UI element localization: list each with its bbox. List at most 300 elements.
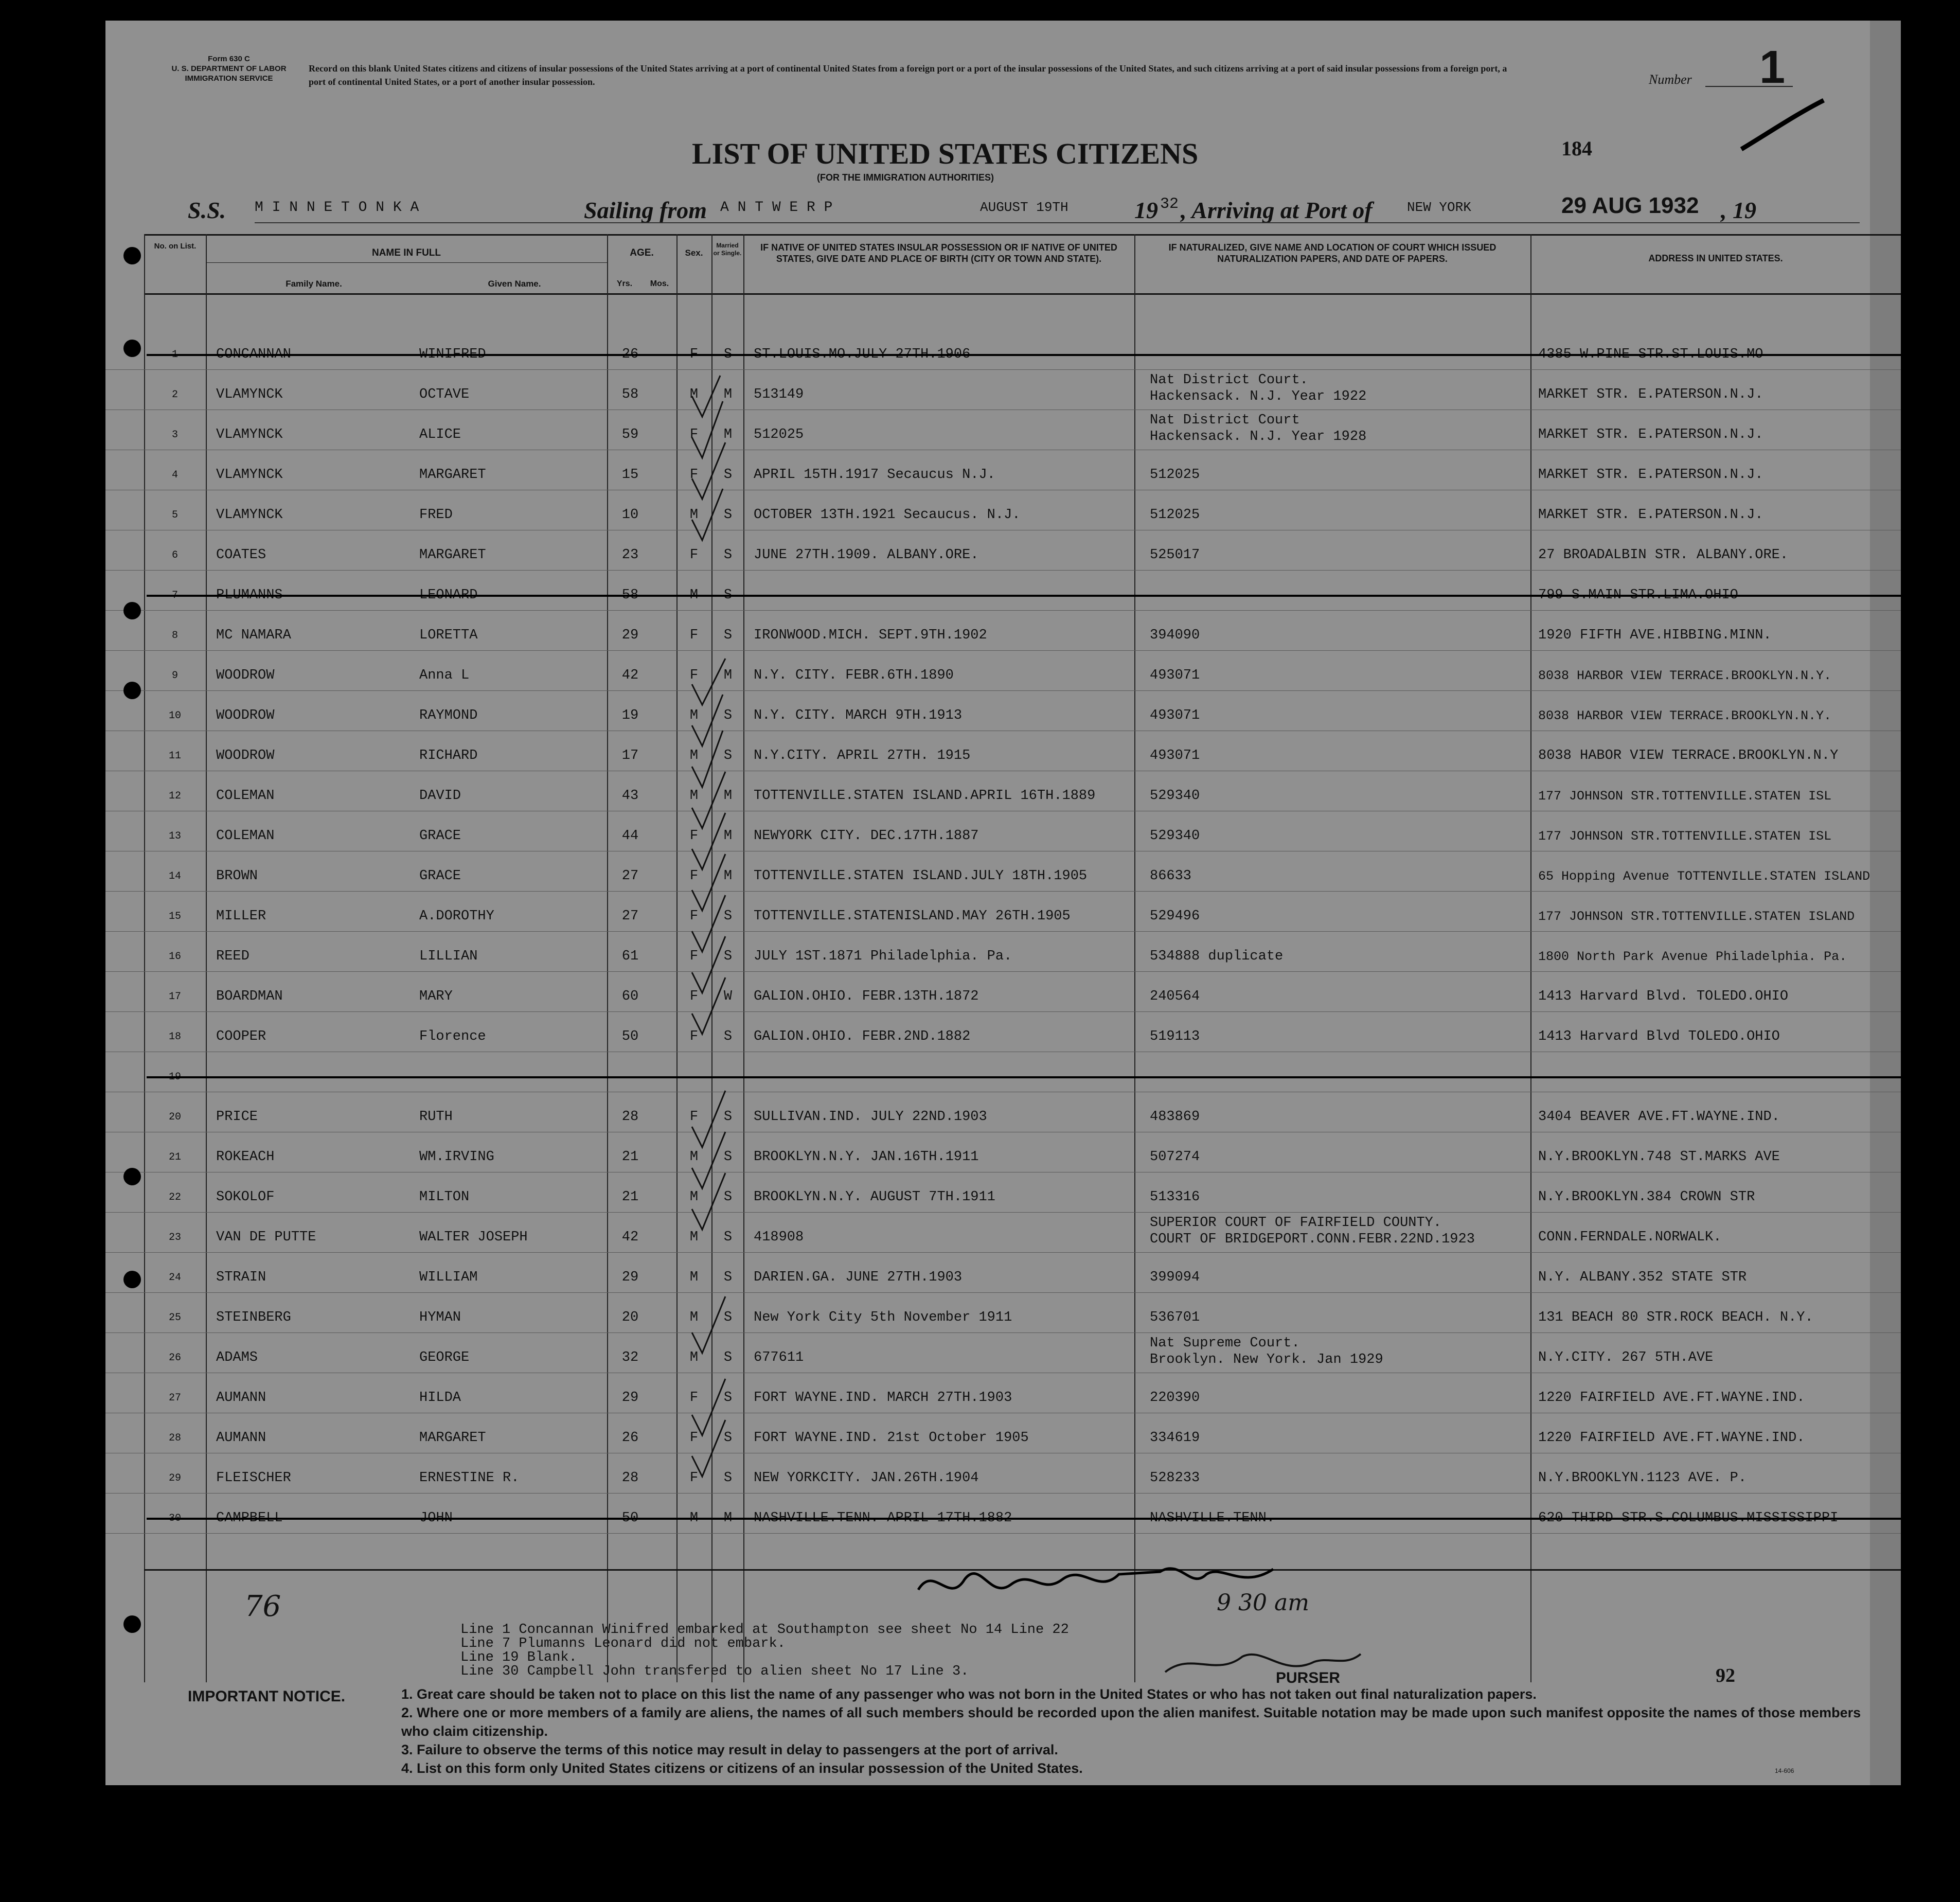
sex-value: F <box>689 868 699 884</box>
arrival-stamp: 29 AUG 1932 <box>1561 193 1699 218</box>
naturalization-info: 507274 <box>1150 1149 1200 1165</box>
naturalization-info: 394090 <box>1150 628 1200 643</box>
given-name: WINIFRED <box>419 347 486 362</box>
row-number: 28 <box>168 1432 181 1444</box>
voyage-underline <box>255 222 1860 223</box>
header-sex: Sex. <box>685 248 703 258</box>
arriving-label: , Arriving at Port of <box>1181 197 1373 223</box>
birth-info: TOTTENVILLE.STATEN ISLAND.JULY 18TH.1905 <box>754 868 1088 884</box>
strike-through-line <box>147 1518 1901 1520</box>
footnotes <box>460 1623 1069 1679</box>
marital-status: M <box>723 828 733 844</box>
marital-status: M <box>723 1510 733 1526</box>
us-address: 8038 HARBOR VIEW TERRACE.BROOKLYN.N.Y. <box>1538 668 1832 683</box>
header-family: Family Name. <box>286 279 342 289</box>
table-row <box>105 490 1901 530</box>
table-row <box>105 1453 1901 1494</box>
us-address: MARKET STR. E.PATERSON.N.J. <box>1538 467 1763 483</box>
naturalization-info: 513316 <box>1150 1189 1200 1205</box>
sex-value: F <box>689 989 699 1004</box>
age-years: 29 <box>621 1390 639 1406</box>
marital-status: S <box>723 1109 733 1125</box>
family-name: BROWN <box>216 868 258 884</box>
given-name: FRED <box>419 507 453 523</box>
table-row <box>105 1292 1901 1333</box>
row-number: 1 <box>171 349 178 361</box>
row-number: 26 <box>168 1352 181 1364</box>
family-name: WOODROW <box>216 748 275 763</box>
us-address: N.Y. ALBANY.352 STATE STR <box>1538 1270 1747 1285</box>
marital-status: M <box>723 427 733 442</box>
table-row <box>105 690 1901 731</box>
marital-status: S <box>723 1390 733 1406</box>
naturalization-info: 534888 duplicate <box>1150 949 1284 964</box>
naturalization-info-2: Hackensack. N.J. Year 1922 <box>1150 389 1367 404</box>
table-row <box>105 369 1901 410</box>
table-row <box>105 891 1901 932</box>
naturalization-info: 399094 <box>1150 1270 1200 1285</box>
ship-name: M I N N E T O N K A <box>255 200 419 216</box>
us-address: 177 JOHNSON STR.TOTTENVILLE.STATEN ISL <box>1538 829 1832 844</box>
footnote-1: Line 1 Concannan Winifred embarked at Southampton see sheet No 14 Line 22 <box>460 1622 1069 1638</box>
given-name: LILLIAN <box>419 949 478 964</box>
sex-value: M <box>689 1230 699 1245</box>
header-native: IF NATIVE OF UNITED STATES INSULAR POSSESSION OR IF NATIVE OF UNITED STATES, GIVE DATE AND PLACE OF BIRTH (CITY OR TOWN AND STATE). <box>760 242 1117 264</box>
row-number: 17 <box>168 991 181 1003</box>
age-years: 27 <box>621 868 639 884</box>
naturalization-info: 220390 <box>1150 1390 1200 1406</box>
dept-name: U. S. DEPARTMENT OF LABOR <box>171 64 287 73</box>
birth-info: New York City 5th November 1911 <box>754 1310 1012 1325</box>
naturalization-info: Nat District Court. <box>1150 372 1308 388</box>
sex-value: F <box>689 1109 699 1125</box>
naturalization-info: 528233 <box>1150 1470 1200 1486</box>
header-address: ADDRESS IN UNITED STATES. <box>1648 253 1783 263</box>
row-number: 24 <box>168 1272 181 1284</box>
age-years: 15 <box>621 467 639 483</box>
service-name: IMMIGRATION SERVICE <box>185 74 273 83</box>
port-to: NEW YORK <box>1407 200 1471 215</box>
table-row <box>105 811 1901 851</box>
sex-value: M <box>689 1510 699 1526</box>
birth-info: TOTTENVILLE.STATENISLAND.MAY 26TH.1905 <box>754 909 1071 924</box>
age-years: 61 <box>621 949 639 964</box>
strike-through-line <box>147 595 1901 597</box>
row-number: 9 <box>171 670 178 682</box>
punch-hole <box>123 1271 141 1288</box>
sex-value: F <box>689 949 699 964</box>
age-years: 21 <box>621 1149 639 1165</box>
birth-info: SULLIVAN.IND. JULY 22ND.1903 <box>754 1109 987 1125</box>
table-row <box>105 851 1901 892</box>
family-name: ROKEACH <box>216 1149 275 1165</box>
age-years: 20 <box>621 1310 639 1325</box>
birth-info: JULY 1ST.1871 Philadelphia. Pa. <box>754 949 1012 964</box>
strike-through-line <box>147 354 1901 356</box>
birth-info: NASHVILLE.TENN. APRIL 17TH.1882 <box>754 1510 1012 1526</box>
manifest-sheet <box>105 21 1901 1785</box>
form-code: 14-606 <box>1775 1767 1794 1774</box>
age-years: 21 <box>621 1189 639 1205</box>
marital-status: S <box>723 507 733 523</box>
family-name: COLEMAN <box>216 828 275 844</box>
naturalization-info-2: COURT OF BRIDGEPORT.CONN.FEBR.22ND.1923 <box>1150 1232 1475 1247</box>
form-subtitle: (FOR THE IMMIGRATION AUTHORITIES) <box>817 172 994 183</box>
sex-value: F <box>689 467 699 483</box>
margin-note: 76 <box>244 1590 281 1623</box>
birth-info: APRIL 15TH.1917 Secaucus N.J. <box>754 467 995 483</box>
header-name-in-full: NAME IN FULL <box>371 247 441 258</box>
us-address: 620 THIRD STR.S.COLUMBUS.MISSISSIPPI <box>1538 1510 1839 1526</box>
naturalization-info: Nat Supreme Court. <box>1150 1336 1300 1351</box>
age-years: 42 <box>621 668 639 683</box>
given-name: HYMAN <box>419 1310 461 1325</box>
footnote-3: Line 19 Blank. <box>460 1650 577 1665</box>
us-address: N.Y.BROOKLYN.748 ST.MARKS AVE <box>1538 1149 1780 1165</box>
sex-value: F <box>689 1390 699 1406</box>
marital-status: M <box>723 668 733 683</box>
given-name: GRACE <box>419 828 461 844</box>
age-years: 19 <box>621 708 639 723</box>
sex-value: M <box>689 1270 699 1285</box>
sex-value: M <box>689 588 699 603</box>
row-number: 12 <box>168 790 181 802</box>
age-years: 58 <box>621 588 639 603</box>
year-suffix: 32 <box>1160 195 1179 213</box>
row-number: 20 <box>168 1111 181 1123</box>
given-name: MARGARET <box>419 1430 486 1446</box>
sex-value: F <box>689 547 699 563</box>
table-row <box>105 1252 1901 1293</box>
table-row <box>105 410 1901 450</box>
given-name: Anna L <box>419 668 470 683</box>
footnote-4: Line 30 Campbell John transfered to alien sheet No 17 Line 3. <box>460 1664 969 1679</box>
marital-status: S <box>723 467 733 483</box>
row-number: 6 <box>171 549 178 561</box>
age-years: 10 <box>621 507 639 523</box>
row-number: 23 <box>168 1232 181 1243</box>
marital-status: W <box>723 989 733 1004</box>
table-row <box>105 1332 1901 1373</box>
birth-info: NEWYORK CITY. DEC.17TH.1887 <box>754 828 979 844</box>
family-name: VAN DE PUTTE <box>216 1230 316 1245</box>
naturalization-info: 483869 <box>1150 1109 1200 1125</box>
sex-value: M <box>689 1149 699 1165</box>
marital-status: S <box>723 347 733 362</box>
sex-value: F <box>689 628 699 643</box>
sex-value: F <box>689 828 699 844</box>
family-name: BOARDMAN <box>216 989 283 1004</box>
us-address: 1413 Harvard Blvd TOLEDO.OHIO <box>1538 1029 1780 1044</box>
naturalization-info: 493071 <box>1150 708 1200 723</box>
family-name: CAMPBELL <box>216 1510 283 1526</box>
birth-info: NEW YORKCITY. JAN.26TH.1904 <box>754 1470 979 1486</box>
birth-info: BROOKLYN.N.Y. JAN.16TH.1911 <box>754 1149 979 1165</box>
marital-status: M <box>723 868 733 884</box>
form-title: LIST OF UNITED STATES CITIZENS <box>692 137 1199 170</box>
table-row <box>105 731 1901 771</box>
given-name: OCTAVE <box>419 387 470 402</box>
family-name: PRICE <box>216 1109 258 1125</box>
punch-hole <box>123 602 141 619</box>
naturalization-info: 519113 <box>1150 1029 1200 1044</box>
number-label: Number <box>1649 72 1692 87</box>
row-number: 3 <box>171 429 178 441</box>
family-name: AUMANN <box>216 1430 266 1446</box>
age-years: 44 <box>621 828 639 844</box>
us-address: 3404 BEAVER AVE.FT.WAYNE.IND. <box>1538 1109 1780 1125</box>
marital-status: S <box>723 909 733 924</box>
given-name: A.DOROTHY <box>419 909 494 924</box>
table-row <box>105 530 1901 571</box>
us-address: 4385 W.PINE STR.ST.LOUIS.MO <box>1538 347 1763 362</box>
table-top-border <box>144 234 1901 236</box>
sex-value: F <box>689 1430 699 1446</box>
naturalization-info: 536701 <box>1150 1310 1200 1325</box>
us-address: 1800 North Park Avenue Philadelphia. Pa. <box>1538 949 1847 964</box>
marital-status: S <box>723 628 733 643</box>
age-years: 26 <box>621 347 639 362</box>
header-age: AGE. <box>630 247 654 258</box>
sheet-number: 92 <box>1716 1665 1735 1686</box>
us-address: 177 JOHNSON STR.TOTTENVILLE.STATEN ISLAND <box>1538 909 1855 924</box>
marital-status: M <box>723 387 733 402</box>
sex-value: M <box>689 387 699 402</box>
table-row <box>105 1011 1901 1052</box>
given-name: ALICE <box>419 427 461 442</box>
age-years: 26 <box>621 1430 639 1446</box>
birth-info: TOTTENVILLE.STATEN ISLAND.APRIL 16TH.1889 <box>754 788 1096 804</box>
birth-info: OCTOBER 13TH.1921 Secaucus. N.J. <box>754 507 1021 523</box>
row-number: 19 <box>168 1071 181 1083</box>
sex-value: F <box>689 1470 699 1486</box>
us-address: 65 Hopping Avenue TOTTENVILLE.STATEN ISLAND <box>1538 869 1870 884</box>
date-from: AUGUST 19TH <box>980 200 1068 215</box>
punch-hole <box>123 1168 141 1185</box>
number-value: 1 <box>1759 42 1786 93</box>
naturalization-info: 512025 <box>1150 467 1200 483</box>
notice-item-1: 1. Great care should be taken not to place on this list the name of any passenger who was not born in the United States or who has not taken out final naturalization papers. <box>401 1686 1537 1702</box>
row-number: 16 <box>168 951 181 963</box>
table-row <box>105 1132 1901 1172</box>
family-name: COATES <box>216 547 266 563</box>
year-prefix: 19 <box>1134 197 1158 223</box>
notice-item-3: 3. Failure to observe the terms of this notice may result in delay to passengers at the port of arrival. <box>401 1742 1058 1757</box>
us-address: 27 BROADALBIN STR. ALBANY.ORE. <box>1538 547 1789 563</box>
naturalization-info-2: Brooklyn. New York. Jan 1929 <box>1150 1352 1383 1367</box>
notice-title: IMPORTANT NOTICE. <box>188 1688 346 1705</box>
age-years: 59 <box>621 427 639 442</box>
sex-value: F <box>689 1029 699 1044</box>
given-name: WALTER JOSEPH <box>419 1230 528 1245</box>
birth-info: ST.LOUIS.MO.JULY 27TH.1906 <box>754 347 971 362</box>
notice-item-4: 4. List on this form only United States citizens or citizens of an insular possession of the United States. <box>401 1761 1083 1776</box>
row-number: 18 <box>168 1031 181 1043</box>
birth-info: GALION.OHIO. FEBR.13TH.1872 <box>754 989 979 1004</box>
given-name: WM.IRVING <box>419 1149 494 1165</box>
given-name: GEORGE <box>419 1350 470 1365</box>
table-row <box>105 1373 1901 1413</box>
us-address: N.Y.BROOKLYN.1123 AVE. P. <box>1538 1470 1747 1486</box>
table-row <box>105 1172 1901 1213</box>
row-number: 15 <box>168 911 181 922</box>
table-row <box>105 931 1901 972</box>
table-row <box>105 1212 1901 1253</box>
given-name: MARGARET <box>419 547 486 563</box>
header-naturalized: IF NATURALIZED, GIVE NAME AND LOCATION OF COURT WHICH ISSUED NATURALIZATION PAPERS, AND DATE OF PAPERS. <box>1168 242 1496 264</box>
sex-value: F <box>689 347 699 362</box>
punch-hole <box>123 1615 141 1633</box>
table-row <box>105 971 1901 1012</box>
birth-info: N.Y.CITY. APRIL 27TH. 1915 <box>754 748 971 763</box>
birth-info: DARIEN.GA. JUNE 27TH.1903 <box>754 1270 963 1285</box>
given-name: RAYMOND <box>419 708 478 723</box>
citizen-table-body <box>105 329 1901 1533</box>
age-years: 27 <box>621 909 639 924</box>
marital-status: S <box>723 588 733 603</box>
table-header-border <box>144 293 1901 295</box>
age-years: 28 <box>621 1109 639 1125</box>
birth-info: 512025 <box>754 427 804 442</box>
family-name: COLEMAN <box>216 788 275 804</box>
row-number: 11 <box>168 750 181 762</box>
birth-info: 677611 <box>754 1350 804 1365</box>
table-row <box>105 1413 1901 1453</box>
row-number: 29 <box>168 1472 181 1484</box>
row-number: 21 <box>168 1151 181 1163</box>
age-years: 50 <box>621 1510 639 1526</box>
family-name: AUMANN <box>216 1390 266 1406</box>
family-name: CONCANNAN <box>216 347 291 362</box>
row-number: 10 <box>168 710 181 722</box>
table-row <box>105 1052 1901 1092</box>
given-name: LORETTA <box>419 628 478 643</box>
age-years: 32 <box>621 1350 639 1365</box>
row-number: 5 <box>171 509 178 521</box>
marital-status: S <box>723 1230 733 1245</box>
sex-value: M <box>689 748 699 763</box>
sex-value: F <box>689 668 699 683</box>
age-years: 50 <box>621 1029 639 1044</box>
family-name: PLUMANNS <box>216 588 283 603</box>
table-row <box>105 570 1901 611</box>
us-address: N.Y.CITY. 267 5TH.AVE <box>1538 1350 1714 1365</box>
header-given: Given Name. <box>488 279 541 289</box>
family-name: VLAMYNCK <box>216 427 283 442</box>
row-number: 4 <box>171 469 178 481</box>
us-address: MARKET STR. E.PATERSON.N.J. <box>1538 507 1763 523</box>
family-name: COOPER <box>216 1029 266 1044</box>
header-married: Married or Single. <box>713 242 742 257</box>
header-yrs: Yrs. <box>616 279 633 288</box>
family-name: REED <box>216 949 250 964</box>
sex-value: M <box>689 1350 699 1365</box>
marital-status: S <box>723 1270 733 1285</box>
naturalization-info: 493071 <box>1150 668 1200 683</box>
birth-info: 418908 <box>754 1230 804 1245</box>
row-number: 8 <box>171 630 178 642</box>
naturalization-info: 86633 <box>1150 868 1192 884</box>
table-row <box>105 650 1901 691</box>
row-number: 7 <box>171 590 178 601</box>
birth-info: JUNE 27TH.1909. ALBANY.ORE. <box>754 547 979 563</box>
us-address: 8038 HARBOR VIEW TERRACE.BROOKLYN.N.Y. <box>1538 708 1832 723</box>
marital-status: S <box>723 1430 733 1446</box>
family-name: SOKOLOF <box>216 1189 275 1205</box>
row-number: 30 <box>168 1513 181 1524</box>
marital-status: S <box>723 748 733 763</box>
handwritten-mark <box>1736 98 1829 154</box>
family-name: VLAMYNCK <box>216 387 283 402</box>
family-name: FLEISCHER <box>216 1470 291 1486</box>
us-address: 1920 FIFTH AVE.HIBBING.MINN. <box>1538 628 1772 643</box>
family-name: STEINBERG <box>216 1310 291 1325</box>
given-name: RICHARD <box>419 748 478 763</box>
table-row <box>105 329 1901 370</box>
marital-status: S <box>723 1029 733 1044</box>
birth-info: FORT WAYNE.IND. 21st October 1905 <box>754 1430 1029 1446</box>
birth-info: 513149 <box>754 387 804 402</box>
given-name: MILTON <box>419 1189 470 1205</box>
age-years: 23 <box>621 547 639 563</box>
port-from: A N T W E R P <box>720 200 833 216</box>
table-row <box>105 1493 1901 1534</box>
purser-label: PURSER <box>1276 1669 1341 1686</box>
sex-value: F <box>689 909 699 924</box>
naturalization-info: 529340 <box>1150 828 1200 844</box>
naturalization-info: NASHVILLE.TENN. <box>1150 1510 1275 1526</box>
age-years: 29 <box>621 628 639 643</box>
family-name: ADAMS <box>216 1350 258 1365</box>
marital-status: S <box>723 949 733 964</box>
us-address: CONN.FERNDALE.NORWALK. <box>1538 1230 1722 1245</box>
given-name: LEONARD <box>419 588 478 603</box>
given-name: RUTH <box>419 1109 453 1125</box>
birth-info: FORT WAYNE.IND. MARCH 27TH.1903 <box>754 1390 1012 1406</box>
us-address: MARKET STR. E.PATERSON.N.J. <box>1538 427 1763 442</box>
birth-info: N.Y. CITY. MARCH 9TH.1913 <box>754 708 963 723</box>
family-name: VLAMYNCK <box>216 467 283 483</box>
punch-hole <box>123 682 141 699</box>
punch-hole <box>123 340 141 357</box>
time-note: 9 30 am <box>1217 1590 1309 1616</box>
naturalization-info: 529340 <box>1150 788 1200 804</box>
marital-status: S <box>723 1149 733 1165</box>
table-row <box>105 610 1901 651</box>
family-name: STRAIN <box>216 1270 266 1285</box>
age-years: 58 <box>621 387 639 402</box>
given-name: ERNESTINE R. <box>419 1470 520 1486</box>
birth-info: N.Y. CITY. FEBR.6TH.1890 <box>754 668 954 683</box>
check-marks <box>682 355 764 1538</box>
naturalization-info: SUPERIOR COURT OF FAIRFIELD COUNTY. <box>1150 1215 1442 1231</box>
given-name: WILLIAM <box>419 1270 478 1285</box>
family-name: WOODROW <box>216 708 275 723</box>
given-name: GRACE <box>419 868 461 884</box>
header-mos: Mos. <box>650 279 669 288</box>
given-name: DAVID <box>419 788 461 804</box>
naturalization-info-2: Hackensack. N.J. Year 1928 <box>1150 429 1367 445</box>
us-address: 1220 FAIRFIELD AVE.FT.WAYNE.IND. <box>1538 1390 1805 1406</box>
family-name: VLAMYNCK <box>216 507 283 523</box>
age-years: 42 <box>621 1230 639 1245</box>
birth-info: IRONWOOD.MICH. SEPT.9TH.1902 <box>754 628 987 643</box>
row-number: 2 <box>171 389 178 401</box>
row-number: 13 <box>168 830 181 842</box>
us-address: 799 S.MAIN STR.LIMA.OHIO <box>1538 588 1738 603</box>
age-years: 43 <box>621 788 639 804</box>
form-instruction: Record on this blank United States citizens and citizens of insular possessions of the United States arriving at a port of continental United States from a foreign port or a port of the insular possessions of the United States, and such citizens arriving at a port of said insular possessions from a foreign port, a port of continental United States, or a port of another insular possession. <box>309 63 1507 87</box>
